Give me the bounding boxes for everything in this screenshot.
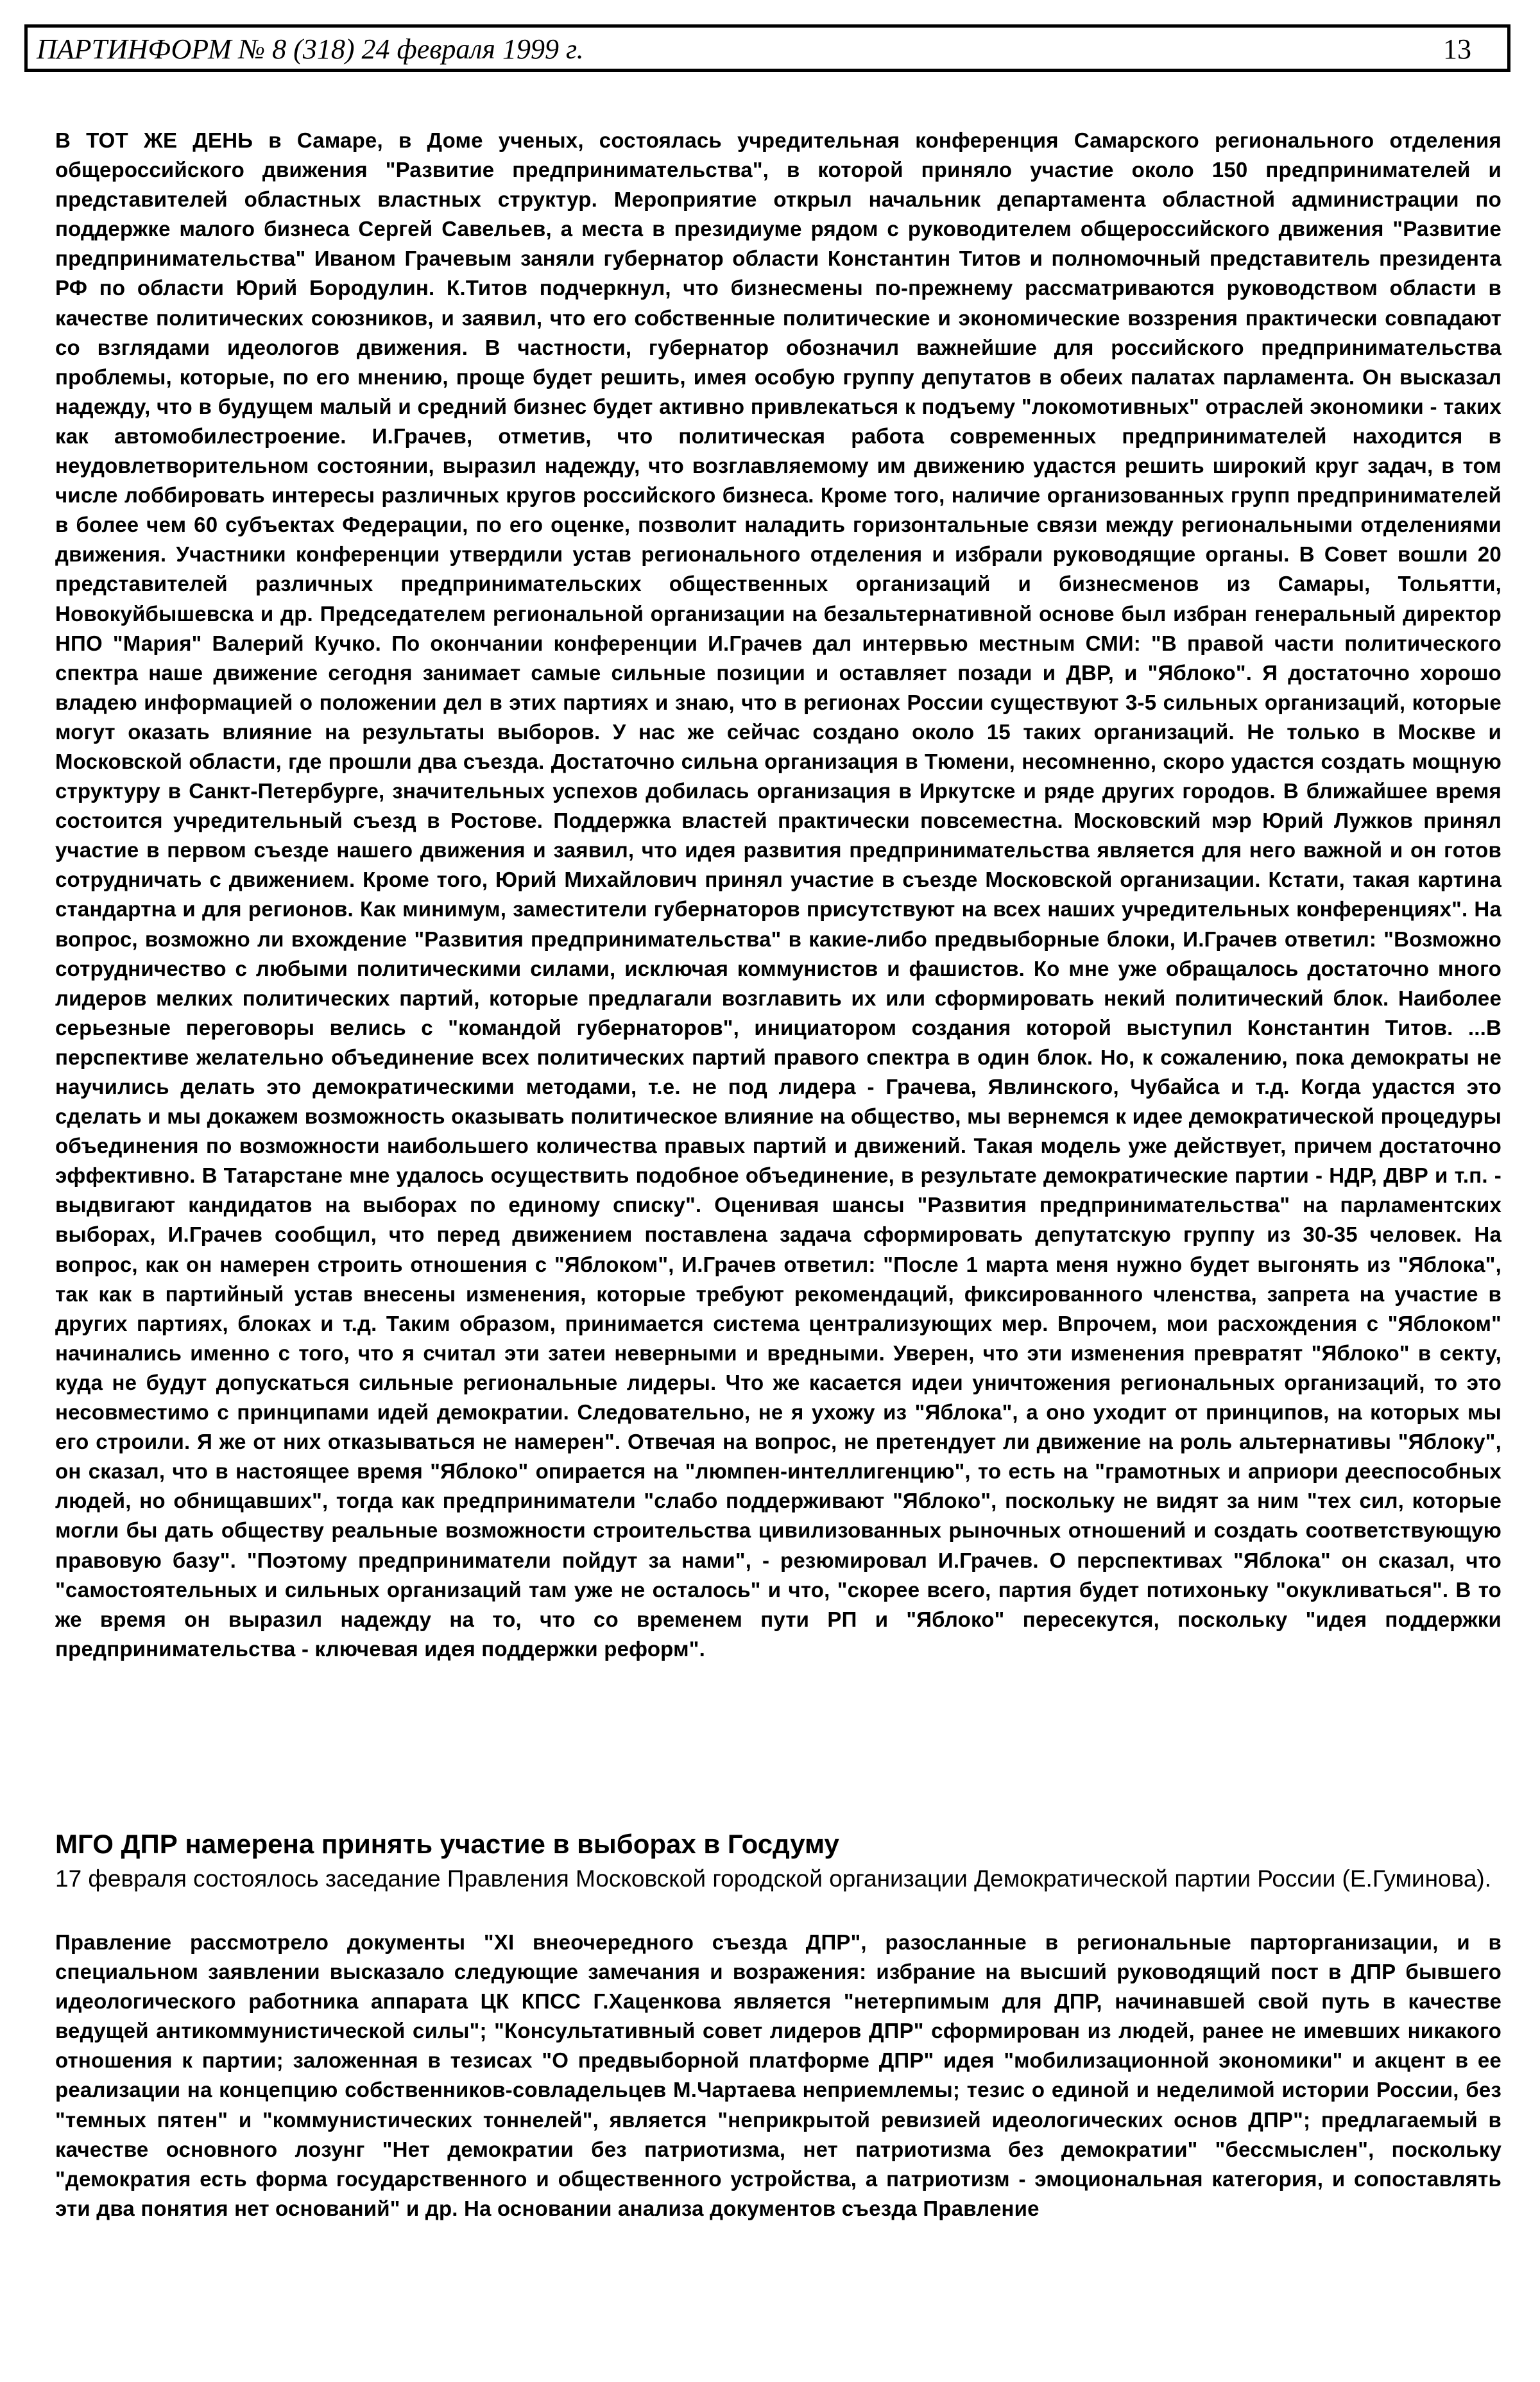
main-article-text: В ТОТ ЖЕ ДЕНЬ в Самаре, в Доме ученых, состоялась учредительная конференция Самарского регионального отделения общероссийского движения "Развитие предпринимательства", в которой приняло участие около 150 предпринимателей и представителей областных властных структур. Мероприятие открыл начальник департамента областной администрации по поддержке малого бизнеса Сергей Савельев, а места в президиуме рядом с руководителем общероссийского движения "Развитие предпринимательства" Иваном Грачевым заняли губернатор области Константин Титов и полномочный представитель президента РФ по области Юрий Бородулин. К.Титов подчеркнул, что бизнесмены по-прежнему рассматриваются руководством области в качестве политических союзников, и заявил, что его собственные политические и экономические воззрения практически совпадают со взглядами идеологов движения. В частности, губернатор обозначил важнейшие для российского предпринимательства проблемы, которые, по его мнению, проще будет решить, имея особую группу депутатов в обеих палатах парламента. Он высказал надежду, что в будущем малый и средний бизнес будет активно привлекаться к подъему "локомотивных" отраслей экономики - таких как автомобилестроение. И.Грачев, отметив, что политическая работа современных предпринимателей находится в неудовлетворительном состоянии, выразил надежду, что возглавляемому им движению удастся решить широкий круг задач, в том числе лоббировать интересы различных кругов российского бизнеса. Кроме того, наличие организованных групп предпринимателей в более чем 60 субъектах Федерации, по его оценке, позволит наладить горизонтальные связи между региональными отделениями движения. Участники конференции утвердили устав регионального отделения и избрали руководящие органы. В Совет вошли 20 представителей различных предпринимательских общественных организаций и бизнесменов из Самары, Тольятти, Новокуйбышевска и др. Председателем региональной организации на безальтернативной основе был избран генеральный директор НПО "Мария" Валерий Кучко. По окончании конференции И.Грачев дал интервью местным СМИ: "В правой части политического спектра наше движение сегодня занимает самые сильные позиции и оставляет позади и ДВР, и "Яблоко". Я достаточно хорошо владею информацией о положении дел в этих партиях и знаю, что в регионах России существуют 3-5 сильных организаций, которые могут оказать влияние на результаты выборов. У нас же сейчас создано около 15 таких организаций. Не только в Москве и Московской области, где прошли два съезда. Достаточно сильна организация в Тюмени, несомненно, скоро удастся создать мощную структуру в Санкт-Петербурге, значительных успехов добилась организация в Иркутске и ряде других городов. В ближайшее время состоится учредительный съезд в Ростове. Поддержка властей практически повсеместна. Московский мэр Юрий Лужков принял участие в первом съезде нашего движения и заявил, что идея развития предпринимательства является для него важной и он готов сотрудничать с движением. Кроме того, Юрий Михайлович принял участие в съезде Московской организации. Кстати, такая картина стандартна и для регионов. Как минимум, заместители губернаторов присутствуют на всех наших учредительных конференциях". На вопрос, возможно ли вхождение "Развития предпринимательства" в какие-либо предвыборные блоки, И.Грачев ответил: "Возможно сотрудничество с любыми политическими силами, исключая коммунистов и фашистов. Ко мне уже обращалось достаточно много лидеров мелких политических партий, которые предлагали возглавить их или сформировать некий политический блок. Наиболее серьезные переговоры велись с "командой губернаторов", инициатором создания которой выступил Константин Титов. ...В перспективе желательно объединение всех политических партий правого спектра в один блок. Но, к сожалению, пока демократы не научились делать это демократическими методами, т.е. не под лидера - Грачева, Явлинского, Чубайса и т.д. Когда удастся это сделать и мы докажем возможность оказывать политическое влияние на общество, мы вернемся к идее демократической процедуры объединения по возможности наибольшего количества правых партий и движений. Такая модель уже действует, причем достаточно эффективно. В Татарстане мне удалось осуществить подобное объединение, в результате демократические партии - НДР, ДВР и т.п. - выдвигают кандидатов на выборах по единому списку". Оценивая шансы "Развития предпринимательства" на парламентских выборах, И.Грачев сообщил, что перед движением поставлена задача сформировать депутатскую группу из 30-35 человек. На вопрос, как он намерен строить отношения с "Яблоком", И.Грачев ответил: "После 1 марта меня нужно будет выгонять из "Яблока", так как в партийный устав внесены изменения, которые требуют рекомендаций, фиксированного членства, запрета на участие в других партиях, блоках и т.д. Таким образом, принимается система централизующих мер. Впрочем, мои расхождения с "Яблоком" начинались именно с того, что я считал эти затеи неверными и вредными. Уверен, что эти изменения превратят "Яблоко" в секту, куда не будут допускаться сильные региональные лидеры. Что же касается идеи уничтожения региональных организаций, то это несовместимо с принципами идей демократии. Следовательно, не я ухожу из "Яблока", а оно уходит от принципов, на которых мы его строили. Я же от них отказываться не намерен". Отвечая на вопрос, не претендует ли движение на роль альтернативы "Яблоку", он сказал, что в настоящее время "Яблоко" опирается на "люмпен-интеллигенцию", то есть на "грамотных и априори дееспособных людей, но обнищавших", тогда как предприниматели "слабо поддерживают "Яблоко", поскольку не видят за ним "тех сил, которые могли бы дать обществу реальные возможности строительства цивилизованных рыночных отношений и создать соответствующую правовую базу". "Поэтому предприниматели пойдут за нами", - резюмировал И.Грачев. О перспективах "Яблока" он сказал, что "самостоятельных и сильных организаций там уже не осталось" и что, "скорее всего, партия будет потихоньку "окукливаться". В то же время он выразил надежду на то, что со временем пути РП и "Яблоко" пересекутся, поскольку "идея поддержки предпринимательства - ключевая идея поддержки реформ".: [55, 128, 1502, 1661]
article-lead: 17 февраля состоялось заседание Правления Московской городской организации Демократической партии России (Е.Гуминова).: [55, 1865, 1491, 1892]
publication-title: ПАРТИНФОРМ № 8 (318) 24 февраля 1999 г.: [37, 33, 584, 65]
article-body: Правление рассмотрело документы "XI внеочередного съезда ДПР", разосланные в региональные парторганизации, и в специальном заявлении высказало следующие замечания и возражения: избрание на высший руководящий пост в ДПР бывшего идеологического работника аппарата ЦК КПСС Г.Хаценкова является "нетерпимым для ДПР, начинавшей свой путь в качестве ведущей антикоммунистической силы"; "Консультативный совет лидеров ДПР" сформирован из людей, ранее не имевших никакого отношения к партии; заложенная в тезисах "О предвыборной платформе ДПР" идея "мобилизационной экономики" и акцент в ее реализации на концепцию собственников-совладельцев М.Чартаева неприемлемы; тезис о единой и неделимой истории России, без "темных пятен" и "коммунистических тоннелей", является "неприкрытой ревизией идеологических основ ДПР"; предлагаемый в качестве основного лозунг "Нет демократии без патриотизма, нет патриотизма без демократии" "бессмыслен", поскольку "демократия есть форма государственного и общественного устройства, а патриотизм - эмоциональная категория, и сопоставлять эти два понятия нет оснований" и др. На основании анализа документов съезда Правление: [55, 1930, 1502, 2220]
page-header: [24, 24, 1510, 72]
article-headline: МГО ДПР намерена принять участие в выборах в Госдуму: [55, 1829, 839, 1859]
page-number: 13: [1443, 33, 1471, 65]
